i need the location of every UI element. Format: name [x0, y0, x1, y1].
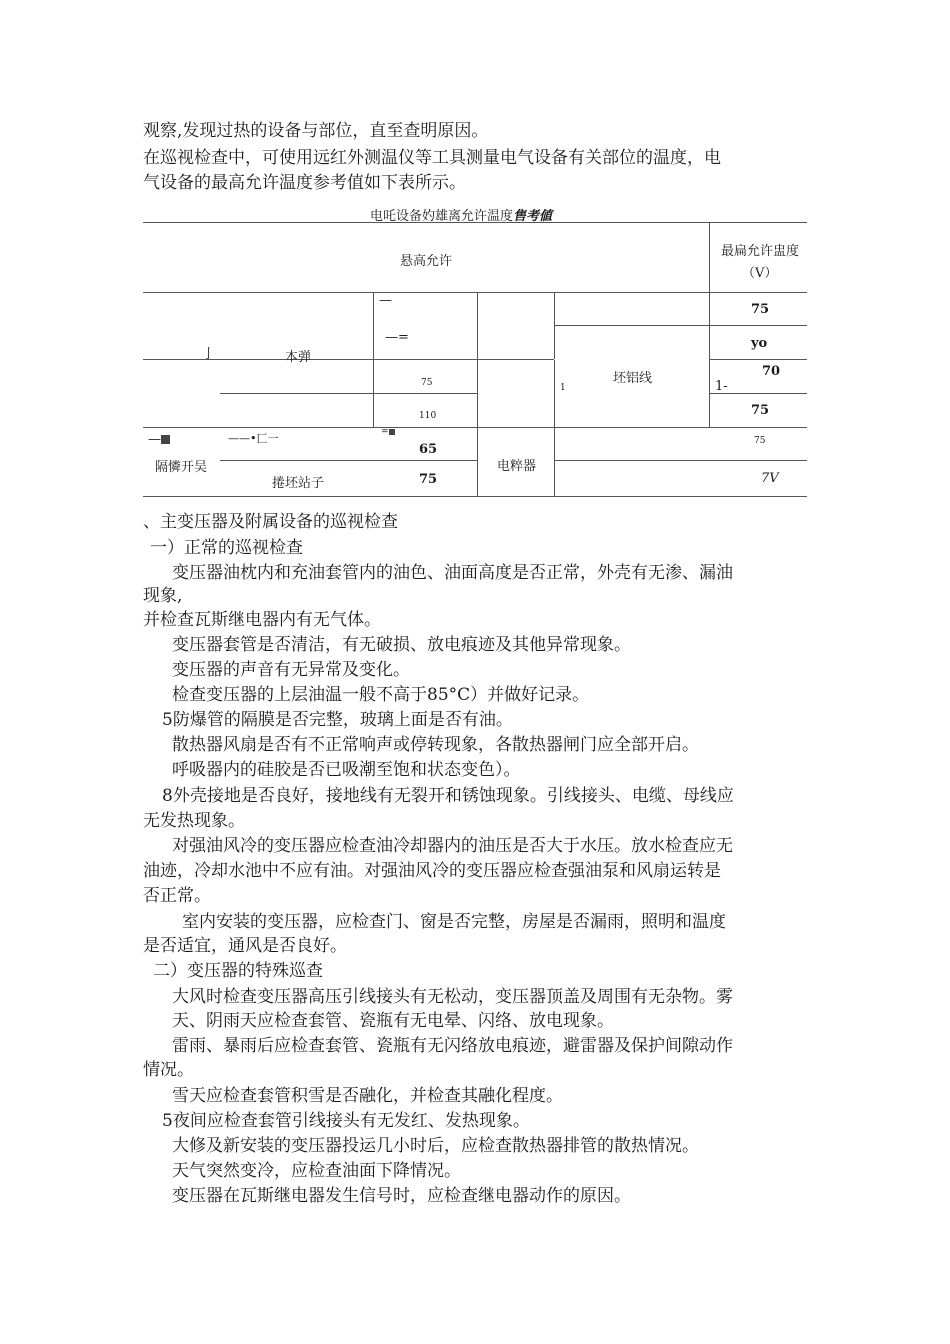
- special-check-item: 天气突然变冷，应检查油面下降情况。: [172, 1161, 461, 1181]
- cell-gelin: 隔憐开吴: [155, 460, 208, 475]
- table-line-r3-left: [220, 393, 477, 394]
- cell-one-dash: 1-: [715, 379, 728, 394]
- cell-dianzhuiqi: 电粹器: [497, 459, 537, 474]
- small-block-mark: [389, 429, 395, 435]
- cell-j-mark: 亅: [202, 347, 216, 362]
- table-vline-g: [554, 428, 555, 496]
- normal-check-item: 现象,: [143, 586, 183, 606]
- normal-check-item: 并检查瓦斯继电器内有无气体。: [143, 610, 381, 630]
- normal-check-item: 对强油风冷的变压器应检查油冷却器内的油压是否大于水压。放水检查应无: [172, 836, 733, 856]
- cell-dash-top: —: [379, 293, 392, 308]
- table-line-r5-right: [554, 460, 807, 461]
- intro-line-1: 观察,发现过热的设备与部位，直至查明原因。: [143, 121, 489, 141]
- table-caption-italic: 售考値: [513, 209, 553, 224]
- cell-eq-block: =: [381, 427, 395, 437]
- intro-line-3: 气设备的最高允许温度参考值如下表所示。: [143, 173, 466, 193]
- table-vline-f: [477, 428, 478, 496]
- special-check-item: 情况。: [143, 1060, 194, 1080]
- normal-check-item: 油迹，冷却水池中不应有油。对强油风冷的变压器应检查强油泵和风扇运转是: [143, 861, 721, 881]
- normal-check-item: 变压器套管是否清洁，有无破损、放电痕迹及其他异常现象。: [172, 635, 631, 655]
- table-vline-e: [554, 360, 555, 427]
- intro-line-2: 在巡视检查中，可使用远红外测温仪等工具测量电气设备有关部位的温度，电: [143, 148, 721, 168]
- table-vline-b: [477, 292, 478, 359]
- section-title: 、主变压器及附属设备的巡视检查: [143, 512, 398, 532]
- cell-small-75-right: 75: [754, 436, 766, 446]
- table-vline-right: [709, 222, 710, 428]
- cell-7v: 7V: [761, 471, 779, 486]
- cell-huanlvxian: 坯铝线: [613, 371, 653, 386]
- special-check-item: 大修及新安装的变压器投运几小时后，应检查散热器排管的散热情况。: [172, 1136, 699, 1156]
- cell-dash-dot: ——•匚一: [228, 432, 279, 445]
- table-line-r1: [554, 325, 807, 326]
- normal-check-item: 8外壳接地是否良好，接地线有无裂开和锈蚀现象。引线接头、电缆、母线应: [162, 786, 734, 806]
- special-check-item: 天、阴雨天应检查套管、瓷瓶有无电晕、闪络、放电现象。: [172, 1011, 614, 1031]
- table-line-header: [143, 292, 807, 293]
- normal-check-item: 否正常。: [143, 886, 211, 906]
- subsection-1-title: 一）正常的巡视检查: [150, 538, 303, 558]
- cell-70: 70: [762, 364, 781, 379]
- normal-check-item: 变压器的声音有无异常及变化。: [172, 660, 410, 680]
- cell-75-c: 75: [419, 472, 438, 487]
- normal-check-item: 是否适宜，通风是否良好。: [143, 936, 347, 956]
- special-check-item: 雷雨、暴雨后应检查套管、瓷瓶有无闪络放电痕迹，避雷器及保护间隙动作: [172, 1036, 733, 1056]
- table-line-r2-right: [709, 359, 807, 360]
- normal-check-item: 检查变压器的上层油温一般不高于85°C）并做好记录。: [172, 685, 590, 705]
- table-header-right-2: （V）: [742, 266, 778, 281]
- table-vline-a: [373, 292, 374, 427]
- table-line-r4: [143, 427, 807, 428]
- table-line-bottom: [143, 496, 807, 497]
- table-header-left: 悬高允许: [400, 254, 453, 269]
- normal-check-item: 室内安装的变压器，应检查门、窗是否完整，房屋是否漏雨，照明和温度: [182, 912, 726, 932]
- table-header-right-1: 最扁允许盅度: [721, 244, 800, 259]
- normal-check-item: 变压器油枕内和充油套管内的油色、油面高度是否正常，外壳有无渗、漏油: [172, 563, 733, 583]
- cell-small-75: 75: [421, 378, 433, 388]
- special-check-item: 雪天应检查套管积雪是否融化，并检查其融化程度。: [172, 1086, 563, 1106]
- normal-check-item: 无发热现象。: [143, 811, 245, 831]
- table-line-r5-left: [220, 460, 477, 461]
- cell-65: 65: [419, 442, 438, 457]
- cell-75-a: 75: [751, 302, 770, 317]
- cell-yo: yo: [751, 336, 768, 351]
- table-vline-c: [554, 292, 555, 359]
- normal-check-item: 散热器风扇是否有不正常响声或停转现象，各散热器闸门应全部开启。: [172, 735, 699, 755]
- cell-75-b: 75: [751, 403, 770, 418]
- special-check-item: 5夜间应检查套管引线接头有无发红、发热现象。: [162, 1111, 530, 1131]
- table-caption-main: 电吒设备妁雄离允许温度: [370, 209, 514, 224]
- block-mark: [161, 435, 170, 444]
- cell-juanhuan: 捲坯站子: [272, 476, 325, 491]
- table-vline-d: [477, 360, 478, 427]
- special-check-item: 大风时检查变压器高压引线接头有无松动，变压器顶盖及周围有无杂物。雾: [172, 987, 733, 1007]
- cell-dash-block: —: [148, 432, 170, 447]
- cell-small-110: 110: [419, 411, 437, 421]
- subsection-2-title: 二）变压器的特殊巡查: [153, 961, 323, 981]
- cell-benbian: 本弹: [285, 350, 312, 365]
- cell-tiny-1: 1: [560, 383, 566, 393]
- normal-check-item: 呼吸器内的硅胶是否已吸潮至饱和状态变色）。: [172, 760, 521, 780]
- table-line-top: [143, 222, 807, 223]
- cell-dash-mid: —=: [385, 330, 409, 345]
- special-check-item: 变压器在瓦斯继电器发生信号时，应检查继电器动作的原因。: [172, 1186, 631, 1206]
- normal-check-item: 5防爆管的隔膜是否完整，玻璃上面是否有油。: [162, 710, 513, 730]
